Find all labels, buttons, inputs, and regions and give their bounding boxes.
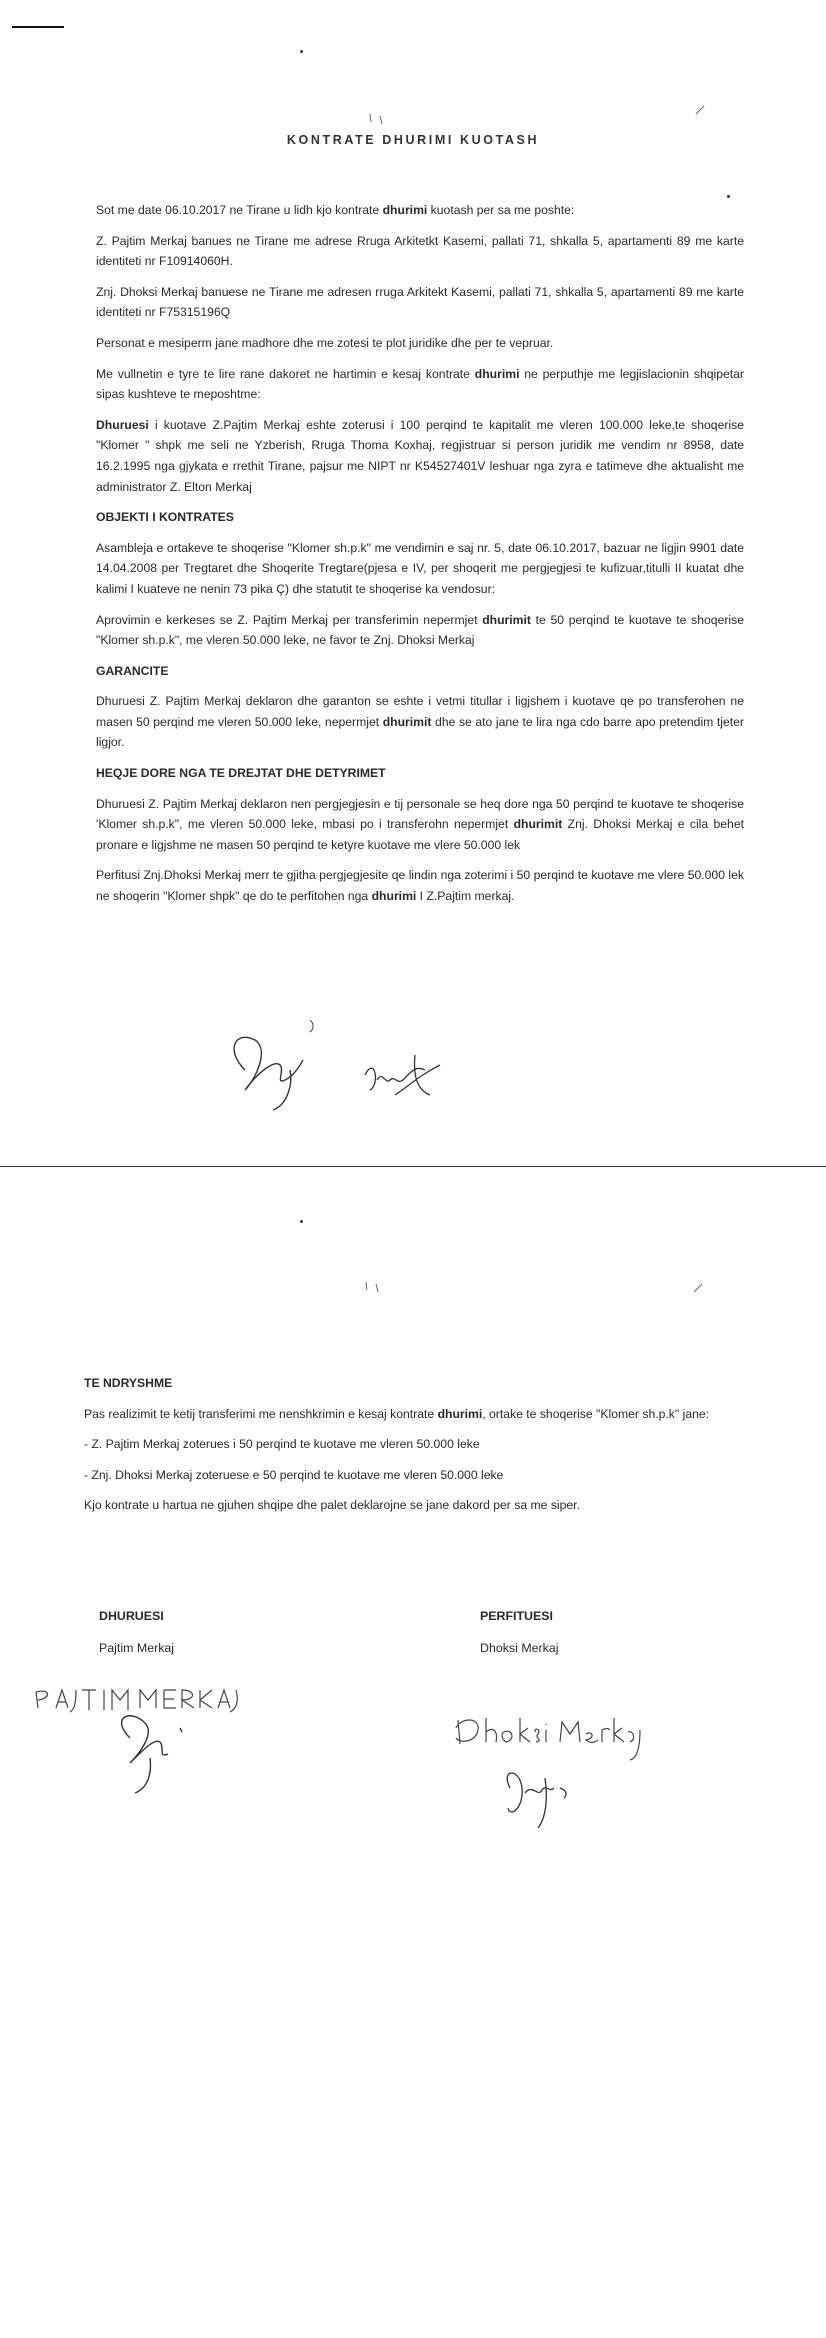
donor-title: DHURUESI [99, 1609, 164, 1623]
section-heading-misc: TE NDRYSHME [84, 1376, 173, 1390]
party-donor-paragraph: Z. Pajtim Merkaj banues ne Tirane me adrese Rruga Arkitetkt Kasemi, pallati 71, shkalla 5, apartamenti 89 me karte identiteti nr F10914060H. [96, 233, 744, 269]
misc-closing: Kjo kontrate u hartua ne gjuhen shqipe dhe palet deklarojne se jane dakord per sa me siper. [84, 1498, 580, 1513]
guarantees-paragraph: Dhuruesi Z. Pajtim Merkaj deklaron dhe garanton se eshte i vetmi titullar i ligjshem i kuotave qe po transferohen ne masen 50 perqind me vleren 50.000 leke, nepermjet dhurimit dhe se ato jane te lira nga cdo barre apo pretendim tjeter ligjor. [96, 694, 744, 750]
contract-body [96, 200, 744, 917]
page-1 [0, 0, 826, 1168]
scan-dot [300, 1220, 303, 1223]
object-paragraph-1: Asambleja e ortakeve te shoqerise "Klomer sh.p.k" me vendimin e saj nr. 5, date 06.10.2017, bazuar ne ligjin 9901 date 14.04.2008 per Tregtaret dhe Shoqerite Tregtare(pjesa e IV, per shoqerit me pergjegjesi te kufizuar,titulli II kuatat dhe kalimi I kuateve ne nenin 73 pika Ç) dhe statutit te shoqerise ka vendosur: [96, 540, 744, 596]
section-heading-guarantees: GARANCITE [96, 663, 169, 678]
recipient-title: PERFITUESI [480, 1609, 553, 1623]
misc-paragraph-1: Pas realizimit te ketij transferimi me nenshkrimin e kesaj kontrate dhurimi, ortake te shoqerise "Klomer sh.p.k" jane: [84, 1406, 710, 1421]
object-paragraph-2: Aprovimin e kerkeses se Z. Pajtim Merkaj per transferimin nepermjet dhurimit te 50 perqind te kuotave te shoqerise "Klomer sh.p.k", me vleren 50.000 leke, ne favor te Znj. Dhoksi Merkaj [96, 612, 744, 648]
page-edge [0, 1166, 826, 1167]
recipient-signature-block [480, 1609, 559, 1655]
scan-mark [360, 110, 390, 130]
scan-dot [727, 195, 730, 198]
donor-signature-block [99, 1609, 174, 1655]
contract-body-continued [84, 1373, 744, 1526]
donor-paragraph: Dhuruesi i kuotave Z.Pajtim Merkaj eshte zoterusi i 100 perqind te kapitalit me vleren 100.000 leke,te shoqerise "Klomer " shpk me seli ne Yzberish, Rruga Thoma Koxhaj, regjistruar si person juridik me vendim nr 8958, date 16.2.1995 nga gjykata e rrethit Tirane, pajsur me NIPT nr K54527401V leshuar nga zyra e tatimeve dhe aktualisht me administrator Z. Elton Merkaj [96, 417, 744, 494]
scan-mark [692, 100, 712, 120]
intro-paragraph: Sot me date 06.10.2017 ne Tirane u lidh kjo kontrate dhurimi kuotash per sa me poshte: [96, 203, 575, 217]
document-title: KONTRATE DHURIMI KUOTASH [286, 133, 540, 147]
recipient-handwritten-signature [450, 1698, 650, 1848]
recipient-name: Dhoksi Merkaj [480, 1641, 559, 1655]
misc-item-1: - Z. Pajtim Merkaj zoterues i 50 perqind te kuotave me vleren 50.000 leke [84, 1437, 480, 1452]
misc-item-2: - Znj. Dhoksi Merkaj zoteruese e 50 perqind te kuotave me vleren 50.000 leke [84, 1467, 504, 1482]
section-heading-waiver: HEQJE DORE NGA TE DREJTAT DHE DETYRIMET [96, 766, 386, 781]
donor-name: Pajtim Merkaj [99, 1641, 175, 1655]
scan-mark [356, 1278, 386, 1298]
waiver-paragraph-1: Dhuruesi Z. Pajtim Merkaj deklaron nen pergjegjesin e tij personale se heq dore nga 50 perqind te kuotave te shoqerise 'Klomer sh.p.k", me vleren 50.000 leke, mbasi po i transferohn nepermjet dhurimit Znj. Dhoksi Merkaj e cila behet pronare e ligjshme ne masen 50 perqind te ketyre kuotave me vlere 50.000 lek [96, 796, 744, 852]
party-recipient-paragraph: Znj. Dhoksi Merkaj banuese ne Tirane me adresen rruga Arkitekt Kasemi, pallati 71, shkalla 5, apartamenti 89 me karte identiteti nr F75315196Q [96, 284, 744, 320]
scan-dot [300, 50, 303, 53]
capacity-paragraph: Personat e mesiperm jane madhore dhe me zotesi te plot juridike dhe per te vepruar. [96, 335, 554, 350]
recipient-signature-image [355, 1045, 445, 1105]
agreement-paragraph: Me vullnetin e tyre te lire rane dakoret ne hartimin e kesaj kontrate dhurimi ne perputhje me legjislacionin shqipetar sipas kushteve te meposhtme: [96, 366, 744, 402]
scan-mark [690, 1278, 710, 1298]
waiver-paragraph-2: Perfitusi Znj.Dhoksi Merkaj merr te gjitha pergjegjesite qe lindin nga zoterimi i 50 perqind te kuotave me vlere 50.000 lek ne shoqerin "Klomer shpk" qe do te perfitohen nga dhurimi I Z.Pajtim merkaj. [96, 868, 744, 904]
section-heading-object: OBJEKTI I KONTRATES [96, 510, 234, 525]
donor-signature-image [215, 1010, 325, 1120]
scan-mark [12, 26, 64, 28]
page-2 [0, 1168, 826, 2338]
donor-handwritten-signature [30, 1668, 310, 1798]
